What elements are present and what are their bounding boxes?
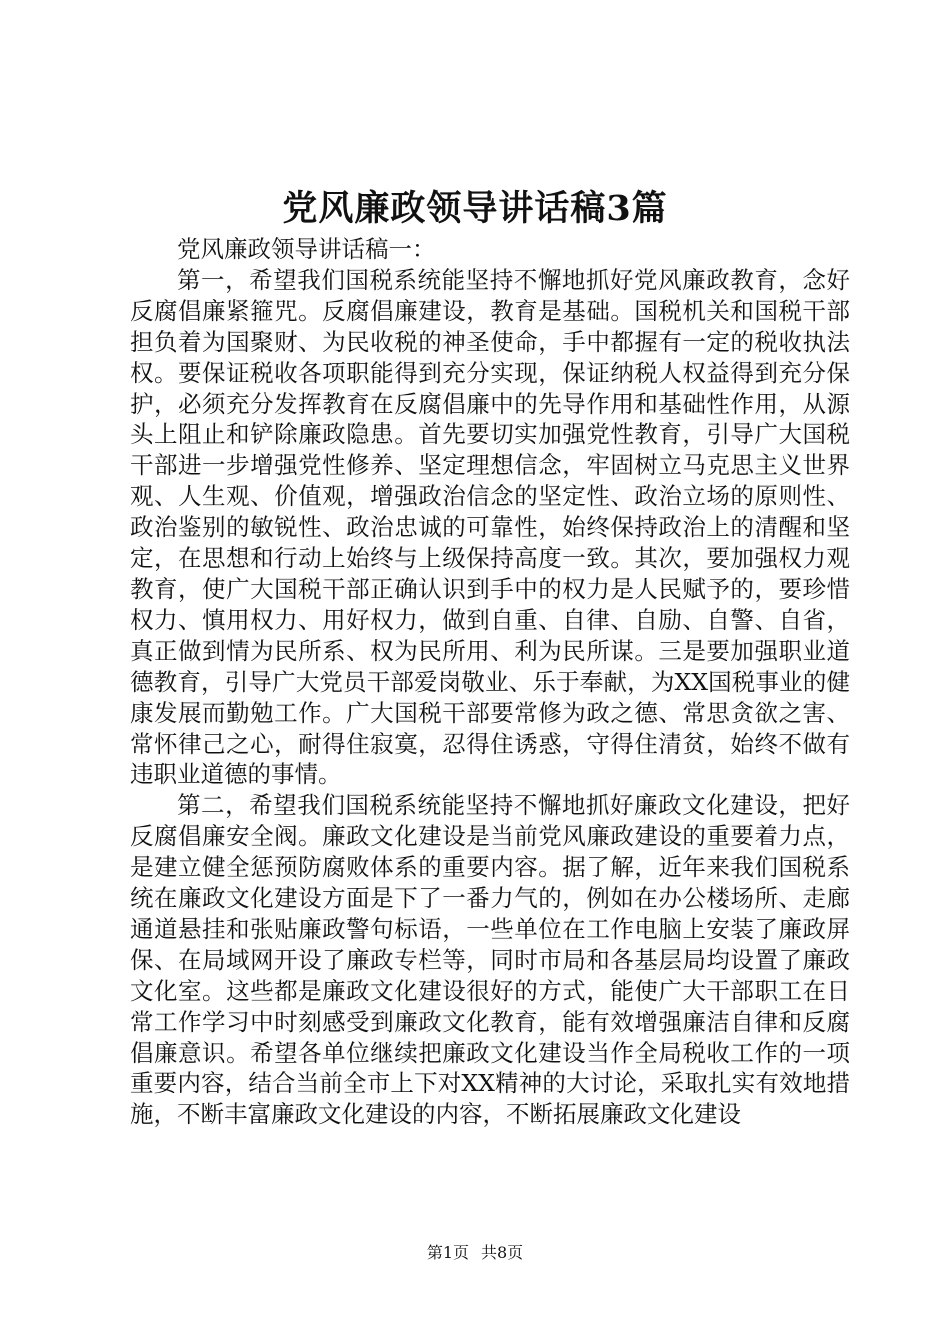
document-title: 党风廉政领导讲话稿3篇 [282, 188, 668, 229]
page-total: 共8页 [481, 1243, 524, 1262]
paragraph-second-point: 第二，希望我们国税系统能坚持不懈地抓好廉政文化建设，把好反腐倡廉安全阀。廉政文化建设是当前党风廉政建设的重要着力点，是建立健全惩预防腐败体系的重要内容。据了解，近年来我们国税系统在廉政文化建设方面是下了一番力气的，例如在办公楼场所、走廊通道悬挂和张贴廉政警句标语，一些单位在工作电脑上安装了廉政屏保、在局域网开设了廉政专栏等，同时市局和各基层局均设置了廉政文化室。这些都是廉政文化建设很好的方式，能使广大干部职工在日常工作学习中时刻感受到廉政文化教育，能有效增强廉洁自律和反腐倡廉意识。希望各单位继续把廉政文化建设当作全局税收工作的一项重要内容，结合当前全市上下对XX精神的大讨论，采取扎实有效地措施，不断丰富廉政文化建设的内容，不断拓展廉政文化建设 [130, 791, 850, 1129]
page-number: 第1页 [426, 1243, 469, 1262]
page-footer [0, 1242, 950, 1264]
section-heading: 党风廉政领导讲话稿一： [177, 235, 436, 263]
paragraph-first-point: 第一，希望我们国税系统能坚持不懈地抓好党风廉政教育，念好反腐倡廉紧箍咒。反腐倡廉建设，教育是基础。国税机关和国税干部担负着为国聚财、为民收税的神圣使命，手中都握有一定的税收执法权。要保证税收各项职能得到充分实现，保证纳税人权益得到充分保护，必须充分发挥教育在反腐倡廉中的先导作用和基础性作用，从源头上阻止和铲除廉政隐患。首先要切实加强党性教育，引导广大国税干部进一步增强党性修养、坚定理想信念，牢固树立马克思主义世界观、人生观、价值观，增强政治信念的坚定性、政治立场的原则性、政治鉴别的敏锐性、政治忠诚的可靠性，始终保持政治上的清醒和坚定，在思想和行动上始终与上级保持高度一致。其次，要加强权力观教育，使广大国税干部正确认识到手中的权力是人民赋予的，要珍惜权力、慎用权力、用好权力，做到自重、自律、自励、自警、自省，真正做到情为民所系、权为民所用、利为民所谋。三是要加强职业道德教育，引导广大党员干部爱岗敬业、乐于奉献，为XX国税事业的健康发展而勤勉工作。广大国税干部要常修为政之德、常思贪欲之害、常怀律己之心，耐得住寂寞，忍得住诱惑，守得住清贫，始终不做有违职业道德的事情。 [130, 265, 850, 789]
document-body [130, 234, 850, 1130]
